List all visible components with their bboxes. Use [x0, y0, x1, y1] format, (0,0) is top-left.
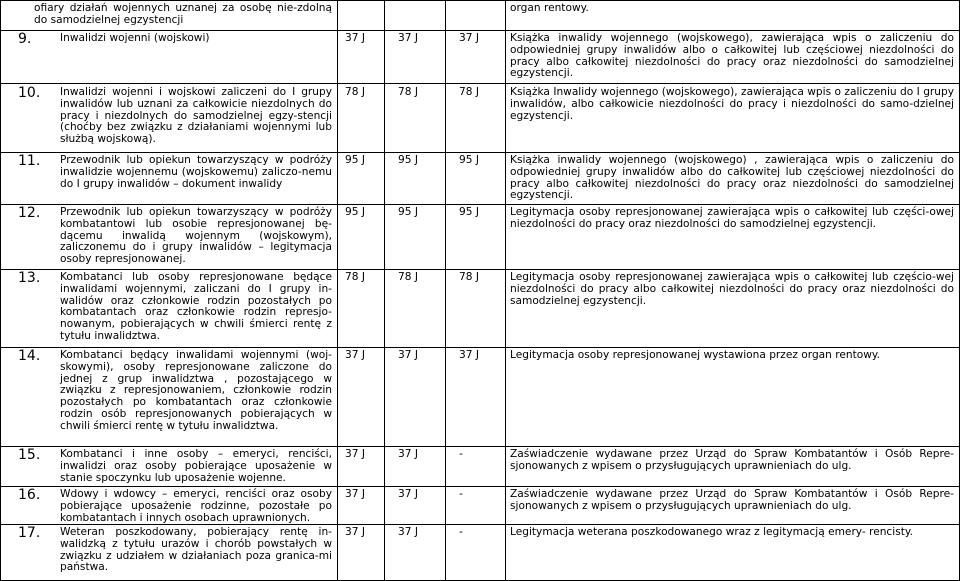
row-description: Przewodnik lub opiekun towarzyszący w podróży inwalidzie wojennemu (wojskowemu) zaliczo-nemu do I grupy inwalidów – dokument inwalidy — [60, 154, 332, 190]
cell-value: 95 J — [459, 206, 479, 218]
cell-value: 37 J — [345, 32, 365, 44]
row-document: Legitymacja weterana poszkodowanego wraz z legitymacją emery- rencisty. — [510, 526, 913, 538]
cell-value: 78 J — [398, 271, 418, 283]
row-description: Wdowy i wdowcy – emeryci, renciści oraz osoby pobierające uposażenie rodzinne, pozostałe po kombatantach i innych osobach uprawnionych. — [60, 488, 332, 524]
cell-value: 37 J — [398, 448, 418, 460]
grid-line — [0, 446, 960, 447]
row-document: Zaświadczenie wydawane przez Urząd do Spraw Kombatantów i Osób Repre-sjonowanych z wpisem o przysługujących uprawnieniach do ulg. — [510, 448, 954, 472]
grid-line — [505, 0, 506, 581]
row-number: 10. — [18, 85, 41, 101]
cell-value: 78 J — [398, 86, 418, 98]
cell-value: 37 J — [398, 526, 418, 538]
row-description: Weteran poszkodowany, pobierający rentę in-walidzką z tytułu urazów i chorób powstałych w związku z udziałem w działaniach poza granica-mi państwa. — [60, 526, 332, 574]
cell-value: - — [459, 488, 463, 500]
cell-value: - — [459, 526, 463, 538]
cell-value: 95 J — [345, 154, 365, 166]
cell-value: 37 J — [345, 349, 365, 361]
grid-line — [0, 347, 960, 348]
grid-line — [0, 0, 960, 1]
row-description: Inwalidzi wojenni (wojskowi) — [60, 32, 210, 44]
row-number: 14. — [18, 348, 41, 364]
row-document: organ rentowy. — [510, 2, 589, 14]
grid-line — [0, 83, 960, 84]
cell-value: 78 J — [345, 86, 365, 98]
cell-value: 37 J — [398, 488, 418, 500]
row-document: Książka inwalidy wojennego (wojskowego) , zawierająca wpis o zaliczeniu do odpowiedniej grupy inwalidów albo do całkowitej lub częściowej niezdolności do pracy albo całkowitej niezdolności do pracy oraz niezdolności do samodzielnej egzystencji. — [510, 154, 954, 202]
row-description: Inwalidzi wojenni i wojskowi zaliczeni do I grupy inwalidów lub uznani za całkowicie niezdolnych do pracy i niezdolnych do samodzielnej egzy-stencji (choćby bez związku z działaniami wojennymi lub służbą wojskową). — [60, 86, 332, 146]
grid-line — [0, 486, 960, 487]
cell-value: 37 J — [398, 32, 418, 44]
row-document: Zaświadczenie wydawane przez Urząd do Spraw Kombatantów i Osób Repre-sjonowanych z wpisem o przysługujących uprawnieniach do ulg. — [510, 488, 954, 512]
row-description: ofiary działań wojennych uznanej za osobę nie-zdolną do samodzielnej egzystencji — [34, 2, 332, 26]
grid-line — [0, 152, 960, 153]
cell-value: 78 J — [459, 271, 479, 283]
grid-line — [0, 269, 960, 270]
row-document: Legitymacja osoby represjonowanej wystawiona przez organ rentowy. — [510, 349, 881, 361]
row-number: 13. — [18, 270, 41, 286]
cell-value: - — [459, 448, 463, 460]
cell-value: 95 J — [345, 206, 365, 218]
cell-value: 37 J — [459, 349, 479, 361]
row-description: Kombatanci będący inwalidami wojennymi (woj-skowymi), osoby represjonowane zaliczone do jednej z grup inwalidztwa , pozostającego w związku z represjonowaniem, członkowie rodzin pozostałych po kombatantach oraz członkowie rodzin osób represjonowanych pobierających w chwili śmierci rentę w tytułu inwalidztwa. — [60, 349, 332, 432]
row-description: Kombatanci lub osoby represjonowane będące inwalidami wojennymi, zaliczani do I grupy in-walidów oraz członkowie rodzin pozostałych po kombatantach oraz członkowie rodzin represjo-nowanym, pobierających w chwili śmierci rentę z tytułu inwalidztwa. — [60, 271, 332, 342]
cell-value: 37 J — [345, 448, 365, 460]
grid-line — [445, 0, 446, 581]
grid-line — [0, 204, 960, 205]
grid-line — [0, 0, 1, 581]
row-number: 16. — [18, 487, 41, 503]
cell-value: 78 J — [345, 271, 365, 283]
cell-value: 78 J — [459, 86, 479, 98]
row-number: 15. — [18, 447, 41, 463]
cell-value: 95 J — [398, 154, 418, 166]
cell-value: 37 J — [345, 488, 365, 500]
row-number: 17. — [18, 525, 41, 541]
cell-value: 37 J — [398, 349, 418, 361]
row-number: 12. — [18, 205, 41, 221]
row-document: Książka Inwalidy wojennego (wojskowego), zawierająca wpis o zaliczeniu do I grupy inwalidów, albo całkowicie niezdolności do pracy i niezdolności do samo-dzielnej egzystencji. — [510, 86, 954, 122]
row-description: Kombatanci i inne osoby – emeryci, renciści, inwalidzi oraz osoby pobierające uposażenie w stanie spoczynku lub uposażenie wojenne. — [60, 448, 332, 484]
grid-line — [337, 0, 338, 581]
row-number: 9. — [18, 31, 32, 47]
cell-value: 95 J — [398, 206, 418, 218]
cell-value: 37 J — [345, 526, 365, 538]
row-document: Legitymacja osoby represjonowanej zawierająca wpis o całkowitej lub części-owej niezdolności do pracy oraz niezdolności do samodzielnej egzystencji. — [510, 206, 954, 230]
grid-line — [384, 0, 385, 581]
cell-value: 37 J — [459, 32, 479, 44]
cell-value: 95 J — [459, 154, 479, 166]
grid-line — [0, 30, 960, 31]
row-number: 11. — [18, 153, 41, 169]
row-document: Legitymacja osoby represjonowanej zawierająca wpis o całkowitej lub częścio-wej niezdolności do pracy albo całkowitej niezdolności do pracy oraz niezdolności do samodzielnej egzystencji. — [510, 271, 954, 307]
row-description: Przewodnik lub opiekun towarzyszący w podróży kombatantowi lub osobie represjonowanej bę-dącemu inwalidą wojennym (wojskowym), zaliczonemu do i grupy inwalidów – legitymacja osoby represjonowanej. — [60, 206, 332, 266]
row-document: Książka inwalidy wojennego (wojskowego), zawierająca wpis o zaliczeniu do odpowiedniej grupy inwalidów albo o całkowitej lub częściowej niezdolności do pracy albo całkowitej niezdolności do pracy oraz niezdolności do samodzielnej egzystencji. — [510, 32, 954, 80]
